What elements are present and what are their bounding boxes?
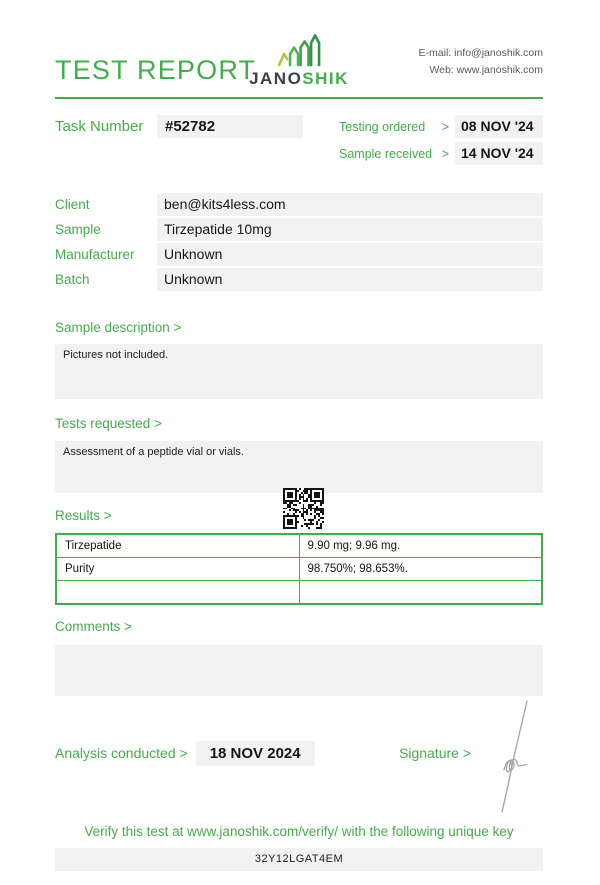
sample-description-box: Pictures not included. <box>55 344 543 399</box>
table-row <box>56 581 542 605</box>
result-value-cell: 9.90 mg; 9.96 mg. <box>299 534 542 558</box>
dates-group <box>339 115 543 165</box>
table-row <box>56 558 542 581</box>
signature-label: Signature > <box>399 745 471 761</box>
result-name-cell <box>56 581 299 605</box>
tests-requested-box: Assessment of a peptide vial or vials. <box>55 441 543 493</box>
field-row-manufacturer <box>55 243 543 266</box>
signature-image <box>476 698 534 816</box>
client-value: ben@kits4less.com <box>157 193 543 216</box>
batch-label: Batch <box>55 272 90 287</box>
testing-ordered-row <box>339 115 543 138</box>
task-number-value: #52782 <box>157 115 303 138</box>
comments-heading: Comments > <box>55 619 132 634</box>
result-value-cell: 98.750%; 98.653%. <box>299 558 542 581</box>
result-name-cell: Tirzepatide <box>56 534 299 558</box>
results-heading: Results > <box>55 508 112 523</box>
qr-code-icon <box>283 488 324 529</box>
analysis-signature-row <box>55 740 543 766</box>
sample-received-row <box>339 142 543 165</box>
sample-info-fields <box>55 193 543 291</box>
logo-wordmark <box>249 69 349 89</box>
janoshik-logo <box>249 32 349 89</box>
sample-received-value: 14 NOV '24 <box>455 142 543 165</box>
verify-instruction: Verify this test at www.janoshik.com/verify/ with the following unique key <box>84 824 514 839</box>
report-header <box>55 0 543 99</box>
logo-jano: JANO <box>249 69 303 88</box>
task-number-label: Task Number <box>55 118 144 135</box>
batch-value: Unknown <box>157 268 543 291</box>
contact-info <box>419 45 543 78</box>
report-title: TEST REPORT <box>55 55 257 85</box>
analysis-conducted-value: 18 NOV 2024 <box>196 741 315 766</box>
sample-description-heading: Sample description > <box>55 320 182 335</box>
logo-shik: SHIK <box>302 69 349 88</box>
testing-ordered-label <box>339 120 449 134</box>
field-row-sample <box>55 218 543 241</box>
arrow-glyph: > <box>441 119 449 134</box>
field-row-client <box>55 193 543 216</box>
result-name-cell: Purity <box>56 558 299 581</box>
sample-received-label <box>339 147 449 161</box>
testing-ordered-value: 08 NOV '24 <box>455 115 543 138</box>
testing-ordered-text: Testing ordered <box>339 119 426 134</box>
manufacturer-value: Unknown <box>157 243 543 266</box>
bar-chart-logo-icon <box>276 32 322 68</box>
comments-box <box>55 645 543 696</box>
arrow-glyph: > <box>441 146 449 161</box>
contact-web: Web: www.janoshik.com <box>429 63 543 76</box>
analysis-conducted-label: Analysis conducted > <box>55 745 188 761</box>
unique-key-value: 32Y12LGAT4EM <box>55 848 543 871</box>
result-value-cell <box>299 581 542 605</box>
tests-requested-heading: Tests requested > <box>55 416 162 431</box>
task-number-group <box>55 115 303 138</box>
results-table <box>55 533 543 605</box>
sample-label: Sample <box>55 222 101 237</box>
client-label: Client <box>55 197 90 212</box>
task-dates-row <box>55 115 543 165</box>
table-row <box>56 534 542 558</box>
sample-received-text: Sample received <box>339 146 433 161</box>
field-row-batch <box>55 268 543 291</box>
manufacturer-label: Manufacturer <box>55 247 135 262</box>
sample-value: Tirzepatide 10mg <box>157 218 543 241</box>
contact-email: E-mail: info@janoshik.com <box>418 47 543 60</box>
